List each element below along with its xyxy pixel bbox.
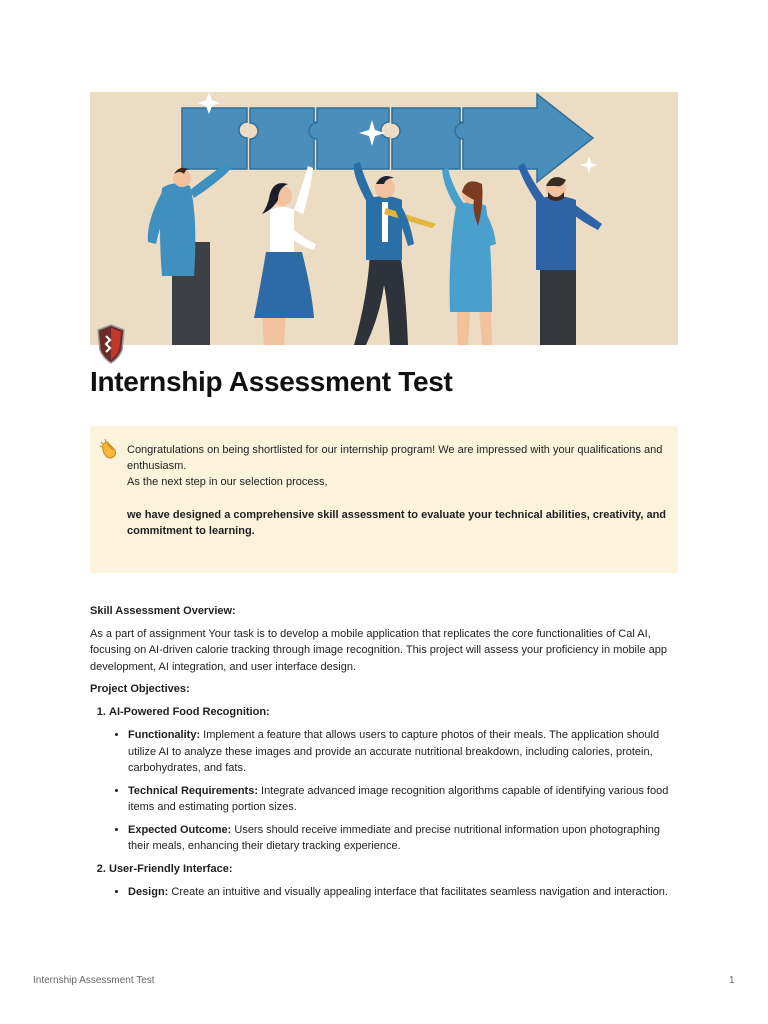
bullet-list — [109, 727, 678, 855]
objectives-heading: Project Objectives: — [90, 683, 190, 695]
list-item — [128, 727, 678, 777]
bullet-label: Technical Requirements: — [128, 784, 258, 797]
bullet-list — [109, 884, 678, 901]
shield-icon — [97, 324, 125, 364]
bullet-label: Design: — [128, 886, 169, 898]
callout-box — [90, 426, 678, 573]
overview-heading: Skill Assessment Overview: — [90, 605, 236, 617]
page-title: Internship Assessment Test — [90, 366, 453, 397]
objective-title: User-Friendly Interface: — [109, 862, 233, 875]
overview-text: As a part of assignment Your task is to develop a mobile application that replicates the core functionalities of Cal AI, focusing on AI-driven calorie tracking through image recognition. This project will assess your proficiency in mobile app development, AI integration, and user interface design. — [90, 627, 667, 673]
objective-title: AI-Powered Food Recognition: — [109, 705, 270, 718]
bullet-text: Integrate advanced image recognition algorithms capable of identifying various food items and estimating portion sizes. — [128, 784, 669, 813]
list-item — [109, 861, 678, 901]
footer-doc-title: Internship Assessment Test — [33, 975, 155, 986]
list-item — [109, 704, 678, 855]
cover-image — [90, 92, 678, 345]
list-item — [128, 822, 678, 855]
objectives-list — [90, 704, 678, 901]
list-item — [128, 783, 678, 816]
bullet-text: Users should receive immediate and precise nutritional information upon photographing their meals, enhancing their dietary tracking experience. — [128, 823, 660, 852]
callout-bold-text: we have designed a comprehensive skill assessment to evaluate your technical abilities, creativity, and commitment to learning. — [127, 509, 667, 537]
bullet-label: Functionality: — [128, 729, 201, 741]
page-number: 1 — [729, 975, 735, 986]
bullet-label: Expected Outcome: — [128, 823, 232, 836]
callout-line-2: As the next step in our selection process, — [127, 476, 328, 488]
bullet-text: Create an intuitive and visually appealing interface that facilitates seamless navigation and interaction. — [168, 886, 668, 898]
clapping-hands-icon — [99, 438, 121, 460]
callout-line-1: Congratulations on being shortlisted for our internship program! We are impressed with your qualifications and enthusiasm. — [127, 444, 663, 472]
bullet-text: Implement a feature that allows users to capture photos of their meals. The application should utilize AI to analyze these images and provide an accurate nutritional breakdown, including calories, protein, carbohydrates, and fats. — [128, 729, 660, 774]
document-body — [90, 603, 678, 907]
list-item — [128, 884, 678, 901]
